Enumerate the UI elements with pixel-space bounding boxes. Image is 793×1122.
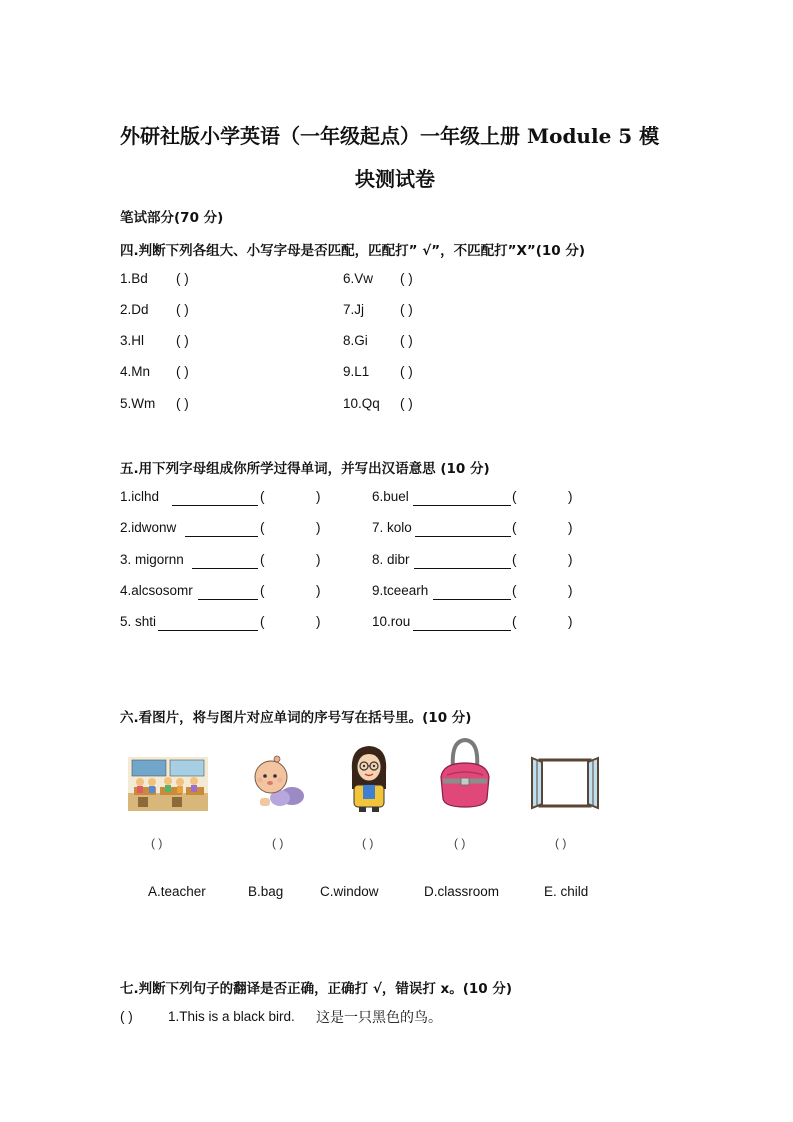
paren-open: ( [260,614,265,629]
list-item: 2.idwonw [120,520,177,535]
list-item: 9.L1 [343,364,370,379]
word-option: C.window [320,884,379,899]
answer-paren[interactable]: ( ) [400,364,413,379]
list-item: 7.Jj [343,302,365,317]
list-item: 6.buel [372,489,409,504]
sentence-chinese: 这是一只黑色的鸟。 [316,1010,442,1026]
paren-open: ( [512,552,517,567]
paren-close: ) [568,583,573,598]
paren-open: ( [260,520,265,535]
word-option: B.bag [248,884,284,899]
answer-paren[interactable]: ( ) [400,396,413,411]
answer-blank[interactable] [172,505,258,506]
paren-close: ) [316,520,321,535]
teacher-picture [344,741,394,813]
page-title-line2: 块测试卷 [355,167,435,191]
answer-paren[interactable]: ( ) [400,302,413,317]
answer-blank[interactable] [433,599,511,600]
picture-answer-blank[interactable]: ( ) [272,836,284,850]
word-option: D.classroom [424,884,500,899]
answer-paren[interactable]: ( ) [176,302,189,317]
list-item: 2.Dd [120,302,149,317]
sentence-english: 1.This is a black bird. [168,1009,295,1024]
section7-heading: 七.判断下列句子的翻译是否正确，正确打 √，错误打 x。(10 分) [120,981,513,997]
section4-heading: 四.判断下列各组大、小写字母是否匹配，匹配打” √”，不匹配打”X”(10 分) [120,243,586,259]
written-part-label: 笔试部分(70 分) [120,210,224,226]
section5-heading: 五.用下列字母组成你所学过得单词，并写出汉语意思 (10 分) [120,461,490,477]
paren-close: ) [568,614,573,629]
answer-paren[interactable]: ( ) [400,271,413,286]
list-item: 8. dibr [372,552,410,567]
list-item: 8.Gi [343,333,368,348]
paren-close: ) [316,552,321,567]
answer-paren[interactable]: ( ) [120,1009,133,1024]
picture-answer-blank[interactable]: ( ) [454,836,466,850]
paren-open: ( [512,520,517,535]
list-item: 7. kolo [372,520,412,535]
word-option: E. child [544,884,589,899]
paren-open: ( [260,583,265,598]
paren-close: ) [568,489,573,504]
answer-paren[interactable]: ( ) [176,333,189,348]
list-item: 10.rou [372,614,411,629]
section6-heading: 六.看图片，将与图片对应单词的序号写在括号里。(10 分) [120,710,472,726]
answer-paren[interactable]: ( ) [176,396,189,411]
answer-paren[interactable]: ( ) [176,271,189,286]
list-item: 10.Qq [343,396,380,411]
answer-blank[interactable] [158,630,258,631]
paren-close: ) [316,489,321,504]
paren-close: ) [316,614,321,629]
list-item: 1.Bd [120,271,148,286]
answer-blank[interactable] [413,505,511,506]
list-item: 9.tceearh [372,583,429,598]
list-item: 6.Vw [343,271,374,286]
paren-open: ( [512,489,517,504]
answer-blank[interactable] [415,536,511,537]
classroom-picture [128,757,208,811]
paren-close: ) [568,552,573,567]
answer-blank[interactable] [185,536,258,537]
answer-blank[interactable] [413,630,511,631]
page-title: 外研社版小学英语（一年级起点）一年级上册 Module 5 模 [120,124,660,148]
answer-paren[interactable]: ( ) [400,333,413,348]
list-item: 3.Hl [120,333,145,348]
list-item: 5. shti [120,614,157,629]
window-picture [530,756,600,810]
picture-answer-blank[interactable]: ( ) [362,836,374,850]
picture-answer-blank[interactable]: ( ) [151,836,163,850]
paren-open: ( [260,552,265,567]
list-item: 4.alcsosomr [120,583,193,598]
answer-blank[interactable] [414,568,511,569]
answer-paren[interactable]: ( ) [176,364,189,379]
child-picture [246,750,308,810]
paren-open: ( [260,489,265,504]
list-item: 5.Wm [120,396,156,411]
list-item: 1.iclhd [120,489,160,504]
answer-blank[interactable] [198,599,258,600]
answer-blank[interactable] [192,568,258,569]
paren-open: ( [512,583,517,598]
picture-answer-blank[interactable]: ( ) [555,836,567,850]
list-item: 3. migornn [120,552,184,567]
list-item: 4.Mn [120,364,151,379]
bag-picture [437,737,493,809]
word-option: A.teacher [148,884,206,899]
paren-close: ) [316,583,321,598]
paren-close: ) [568,520,573,535]
paren-open: ( [512,614,517,629]
